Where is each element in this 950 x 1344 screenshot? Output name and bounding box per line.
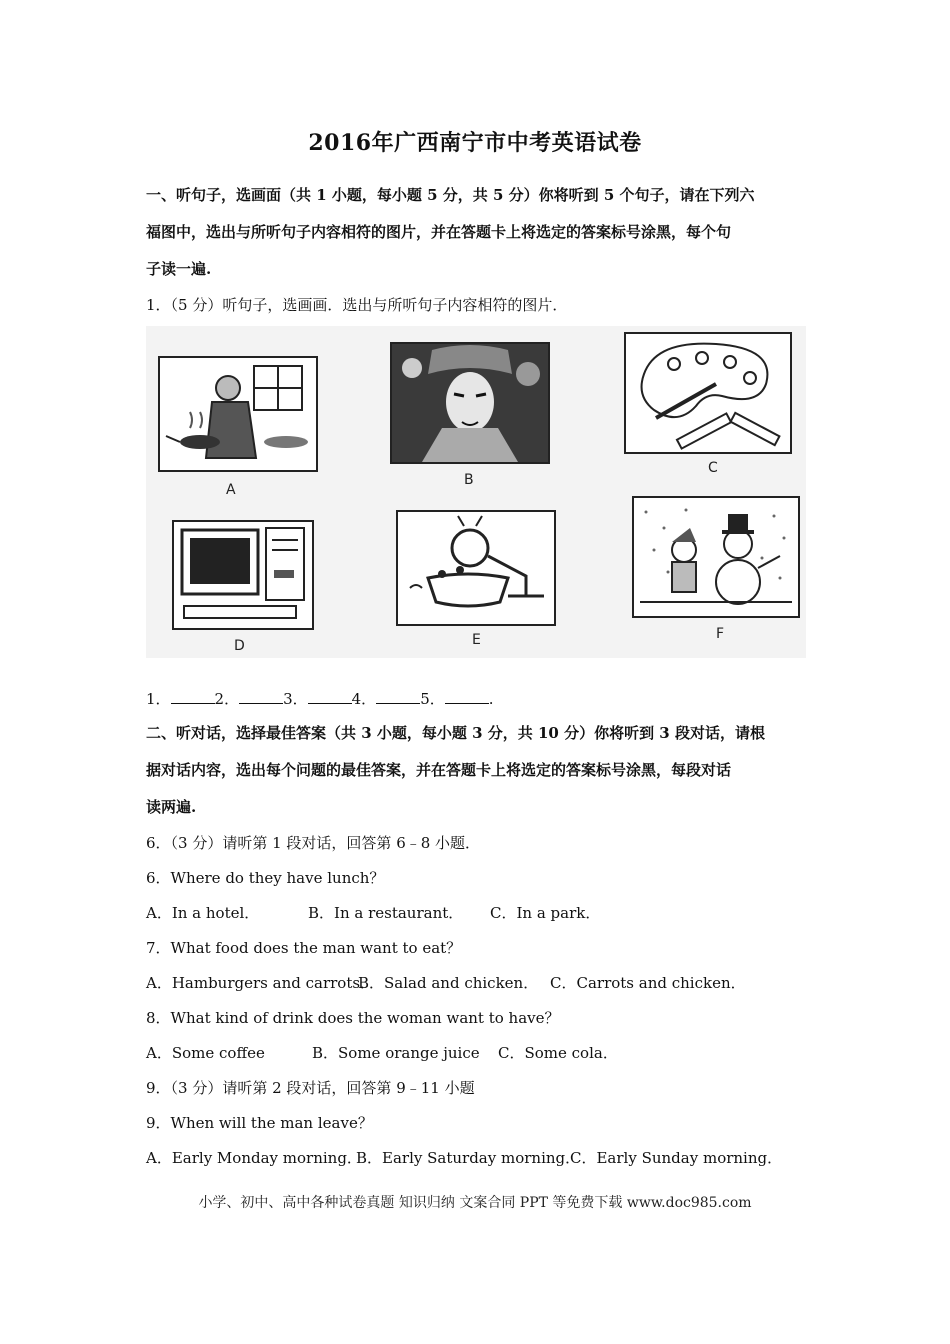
question-1-prompt: 1．（5 分）听句子，选画画．选出与所听句子内容相符的图片． — [146, 296, 568, 314]
answer-blank-3[interactable] — [308, 691, 352, 704]
picture-label-c: C — [708, 460, 718, 476]
answer-blanks-row — [146, 688, 494, 709]
q8-option-a[interactable]: A．Some coffee — [146, 1044, 265, 1062]
picture-c-palette — [624, 332, 792, 454]
page-footer: 小学、初中、高中各种试卷真题 知识归纳 文案合同 PPT 等免费下载 www.doc985.com — [198, 1195, 752, 1211]
answer-blank-2[interactable] — [239, 691, 283, 704]
page-title: 2016年广西南宁市中考英语试卷 — [308, 130, 642, 156]
question-7: 7．What food does the man want to eat？ — [146, 939, 462, 957]
question-6: 6．Where do they have lunch？ — [146, 869, 385, 887]
answer-blank-4[interactable] — [376, 691, 420, 704]
blank-label-2: 2． — [214, 690, 240, 708]
blank-label-1: 1． — [146, 690, 171, 708]
picture-f-snowman — [632, 496, 800, 618]
answer-blank-1[interactable] — [171, 691, 215, 704]
q9-option-b[interactable]: B．Early Saturday morning． — [356, 1149, 581, 1167]
blank-label-4: 4． — [351, 690, 377, 708]
q8-option-c[interactable]: C．Some cola． — [498, 1044, 618, 1062]
picture-label-f: F — [716, 626, 725, 642]
q6-option-c[interactable]: C．In a park． — [490, 904, 601, 922]
picture-label-e: E — [472, 632, 481, 648]
picture-label-b: B — [464, 472, 474, 488]
picture-grid — [146, 326, 806, 658]
q7-option-c[interactable]: C．Carrots and chicken． — [550, 974, 746, 992]
section2-heading-line2: 据对话内容，选出每个问题的最佳答案，并在答题卡上将选定的答案标号涂黑，每段对话 — [146, 761, 732, 779]
blank-label-5: 5． — [420, 690, 445, 708]
q7-option-b[interactable]: B．Salad and chicken． — [358, 974, 539, 992]
q7-option-a[interactable]: A．Hamburgers and carrots． — [146, 974, 376, 992]
picture-label-a: A — [226, 482, 236, 498]
picture-b-opera — [390, 342, 550, 464]
picture-d-computer — [172, 520, 314, 630]
question-9-options — [146, 1147, 782, 1168]
question-7-options — [146, 972, 746, 993]
section2-heading-line1: 二、听对话，选择最佳答案（共 3 小题，每小题 3 分，共 10 分）你将听到 3 段对话，请根 — [146, 724, 765, 742]
section1-heading-line2: 福图中，选出与所听句子内容相符的图片，并在答题卡上将选定的答案标号涂黑，每个句 — [146, 223, 732, 241]
q6-option-a[interactable]: A．In a hotel． — [146, 904, 260, 922]
picture-label-d: D — [234, 638, 245, 654]
section1-heading-line3: 子读一遍. — [146, 260, 212, 278]
question-6-intro: 6．（3 分）请听第 1 段对话，回答第 6﹣8 小题． — [146, 834, 481, 852]
q6-option-b[interactable]: B．In a restaurant． — [308, 904, 464, 922]
section1-heading-line1: 一、听句子，选画面（共 1 小题，每小题 5 分，共 5 分）你将听到 5 个句子，请在下列六 — [146, 186, 755, 204]
question-6-options — [146, 902, 600, 923]
blank-label-3: 3． — [283, 690, 308, 708]
answer-blank-5[interactable] — [445, 691, 489, 704]
q8-option-b[interactable]: B．Some orange juice — [312, 1044, 480, 1062]
q9-option-c[interactable]: C．Early Sunday morning． — [570, 1149, 783, 1167]
picture-a-cooking — [158, 356, 318, 472]
picture-e-sleeping — [396, 510, 556, 626]
question-9-intro: 9．（3 分）请听第 2 段对话，回答第 9﹣11 小题 — [146, 1079, 475, 1097]
blank-end: . — [488, 690, 494, 708]
question-8: 8．What kind of drink does the woman want to have？ — [146, 1009, 560, 1027]
q9-option-a[interactable]: A．Early Monday morning． — [146, 1149, 362, 1167]
question-9: 9．When will the man leave？ — [146, 1114, 373, 1132]
question-8-options — [146, 1042, 618, 1063]
section2-heading-line3: 读两遍. — [146, 798, 197, 816]
